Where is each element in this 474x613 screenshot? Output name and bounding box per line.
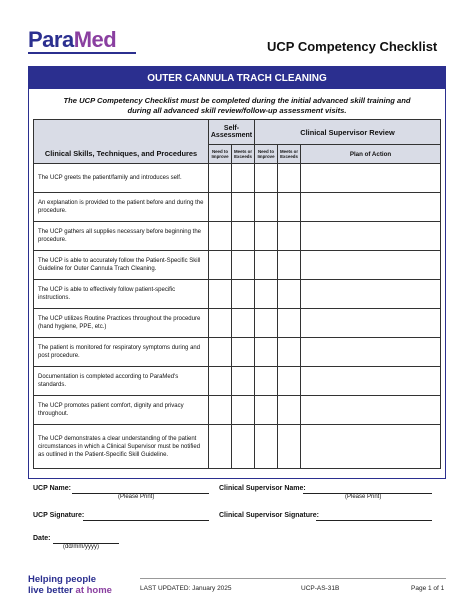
sup-need-to-improve-cell[interactable]	[255, 251, 278, 280]
plan-of-action-cell[interactable]	[301, 396, 441, 425]
sup-need-to-improve-cell[interactable]	[255, 338, 278, 367]
table-row	[34, 367, 441, 396]
skill-description: An explanation is provided to the patient before and during the procedure.	[34, 193, 209, 222]
self-need-to-improve-cell[interactable]	[209, 193, 232, 222]
date-label: Date:	[33, 535, 51, 542]
document-code: UCP-AS-31B	[301, 585, 340, 592]
col-self-assessment-header	[209, 120, 255, 145]
self-need-to-improve-cell[interactable]	[209, 309, 232, 338]
table-row	[34, 193, 441, 222]
skill-description: Documentation is completed according to ParaMed's standards.	[34, 367, 209, 396]
self-meets-or-exceeds-cell[interactable]	[232, 396, 255, 425]
date-format-hint: (dd/mm/yyyy)	[63, 544, 99, 550]
plan-of-action-cell[interactable]	[301, 367, 441, 396]
table-row	[34, 309, 441, 338]
self-meets-or-exceeds-cell[interactable]	[232, 251, 255, 280]
sup-need-to-improve-cell[interactable]	[255, 396, 278, 425]
plan-of-action-cell[interactable]	[301, 251, 441, 280]
section-banner: OUTER CANNULA TRACH CLEANING	[29, 67, 445, 89]
table-row	[34, 425, 441, 469]
self-meets-or-exceeds-cell[interactable]	[232, 425, 255, 469]
self-meets-or-exceeds-header: Meets or Exceeds	[232, 145, 255, 164]
table-row	[34, 164, 441, 193]
sup-meets-or-exceeds-cell[interactable]	[278, 396, 301, 425]
sup-need-to-improve-cell[interactable]	[255, 193, 278, 222]
plan-of-action-cell[interactable]	[301, 338, 441, 367]
self-need-to-improve-cell[interactable]	[209, 338, 232, 367]
sup-meets-or-exceeds-cell[interactable]	[278, 309, 301, 338]
skill-description: The UCP utilizes Routine Practices throughout the procedure (hand hygiene, PPE, etc.)	[34, 309, 209, 338]
skill-description: The patient is monitored for respiratory symptoms during and post procedure.	[34, 338, 209, 367]
sup-meets-or-exceeds-cell[interactable]	[278, 193, 301, 222]
sup-meets-or-exceeds-cell[interactable]	[278, 251, 301, 280]
table-row	[34, 338, 441, 367]
sup-need-to-improve-cell[interactable]	[255, 425, 278, 469]
plan-of-action-cell[interactable]	[301, 193, 441, 222]
self-meets-or-exceeds-cell[interactable]	[232, 164, 255, 193]
sup-need-to-improve-cell[interactable]	[255, 280, 278, 309]
plan-of-action-header: Plan of Action	[301, 145, 441, 164]
tagline-line-2: live better at home	[28, 585, 112, 596]
self-header-line-2: Assessment	[210, 132, 253, 139]
paramed-logo: ParaMed	[28, 27, 117, 52]
self-meets-or-exceeds-cell[interactable]	[232, 280, 255, 309]
supervisor-signature-line[interactable]	[316, 520, 432, 521]
intro-text	[40, 96, 434, 116]
ucp-signature-label: UCP Signature:	[33, 512, 85, 519]
plan-of-action-cell[interactable]	[301, 164, 441, 193]
sup-meets-or-exceeds-cell[interactable]	[278, 338, 301, 367]
checklist-rows	[34, 164, 441, 469]
supervisor-name-label: Clinical Supervisor Name:	[219, 485, 306, 492]
plan-of-action-cell[interactable]	[301, 280, 441, 309]
self-meets-or-exceeds-cell[interactable]	[232, 367, 255, 396]
self-meets-or-exceeds-cell[interactable]	[232, 309, 255, 338]
self-need-to-improve-cell[interactable]	[209, 280, 232, 309]
sup-meets-or-exceeds-cell[interactable]	[278, 425, 301, 469]
self-need-to-improve-cell[interactable]	[209, 222, 232, 251]
skill-description: The UCP promotes patient comfort, dignity and privacy throughout.	[34, 396, 209, 425]
last-updated: LAST UPDATED: January 2025	[140, 585, 232, 592]
sup-meets-or-exceeds-header: Meets or Exceeds	[278, 145, 301, 164]
tagline-line-1: Helping people	[28, 574, 97, 585]
self-need-to-improve-cell[interactable]	[209, 425, 232, 469]
table-row	[34, 280, 441, 309]
self-meets-or-exceeds-cell[interactable]	[232, 338, 255, 367]
intro-line-2: during all advanced skill review/follow-up assessment visits.	[127, 106, 347, 115]
skill-description: The UCP demonstrates a clear understanding of the patient circumstances in which a Clinical Supervisor must be notified as outlined in the Patient-Specific Skill Guideline.	[34, 425, 209, 469]
competency-table	[33, 119, 441, 469]
document-title: UCP Competency Checklist	[267, 39, 438, 54]
ucp-name-hint: (Please Print)	[118, 494, 155, 500]
skill-description: The UCP greets the patient/family and introduces self.	[34, 164, 209, 193]
sup-need-to-improve-cell[interactable]	[255, 367, 278, 396]
ucp-name-label: UCP Name:	[33, 485, 71, 492]
footer-divider	[140, 578, 446, 579]
col-skills-header: Clinical Skills, Techniques, and Procedures	[34, 120, 209, 164]
sup-meets-or-exceeds-cell[interactable]	[278, 164, 301, 193]
self-header-line-1: Self-	[223, 125, 240, 132]
page-number: Page 1 of 1	[411, 585, 445, 592]
supervisor-name-hint: (Please Print)	[345, 494, 382, 500]
supervisor-signature-label: Clinical Supervisor Signature:	[219, 512, 319, 519]
sup-meets-or-exceeds-cell[interactable]	[278, 367, 301, 396]
skill-description: The UCP is able to accurately follow the Patient-Specific Skill Guideline for Outer Cannula Trach Cleaning.	[34, 251, 209, 280]
brand-tagline	[28, 574, 112, 596]
self-need-to-improve-cell[interactable]	[209, 251, 232, 280]
self-meets-or-exceeds-cell[interactable]	[232, 222, 255, 251]
self-need-to-improve-cell[interactable]	[209, 164, 232, 193]
self-meets-or-exceeds-cell[interactable]	[232, 193, 255, 222]
self-need-to-improve-cell[interactable]	[209, 396, 232, 425]
ucp-signature-line[interactable]	[83, 520, 209, 521]
col-supervisor-header: Clinical Supervisor Review	[255, 120, 441, 145]
sup-need-to-improve-cell[interactable]	[255, 309, 278, 338]
skill-description: The UCP gathers all supplies necessary before beginning the procedure.	[34, 222, 209, 251]
skill-description: The UCP is able to effectively follow patient-specific instructions.	[34, 280, 209, 309]
intro-line-1: The UCP Competency Checklist must be completed during the initial advanced skill training and	[63, 96, 411, 105]
self-need-to-improve-header: Need to Improve	[209, 145, 232, 164]
sup-need-to-improve-cell[interactable]	[255, 164, 278, 193]
sup-meets-or-exceeds-cell[interactable]	[278, 222, 301, 251]
plan-of-action-cell[interactable]	[301, 222, 441, 251]
table-row	[34, 396, 441, 425]
sup-need-to-improve-cell[interactable]	[255, 222, 278, 251]
sup-need-to-improve-header: Need to Improve	[255, 145, 278, 164]
table-row	[34, 251, 441, 280]
self-need-to-improve-cell[interactable]	[209, 367, 232, 396]
plan-of-action-cell[interactable]	[301, 309, 441, 338]
plan-of-action-cell[interactable]	[301, 425, 441, 469]
table-row	[34, 222, 441, 251]
logo-underline	[28, 52, 136, 54]
sup-meets-or-exceeds-cell[interactable]	[278, 280, 301, 309]
